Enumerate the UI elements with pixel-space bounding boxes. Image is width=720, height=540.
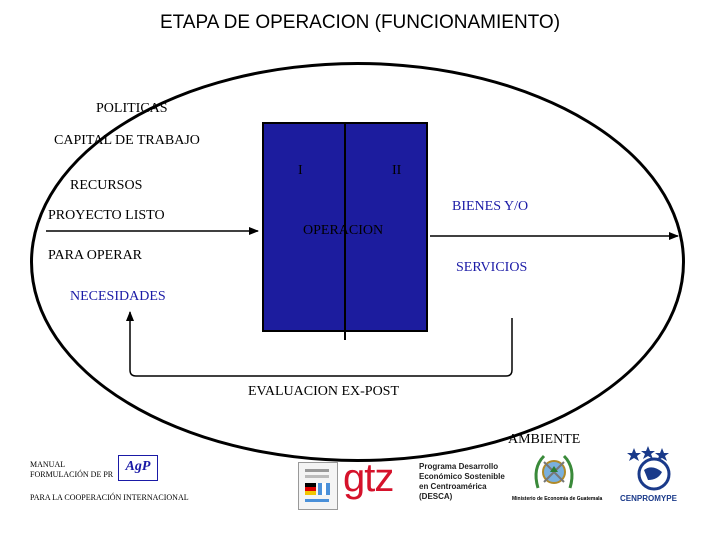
cenpromype-logo-icon	[618, 442, 690, 494]
agp-logo-text: AgP	[125, 459, 151, 474]
manual-line-2: FORMULACIÓN DE PR	[30, 470, 114, 479]
label-proyecto-listo: PROYECTO LISTO	[48, 208, 165, 223]
ministerio-caption: Ministerio de Economía de Guatemala	[512, 496, 603, 502]
label-ambiente: AMBIENTE	[508, 432, 581, 447]
guatemala-flag-icon	[318, 483, 330, 495]
label-stage-one: I	[298, 163, 303, 178]
label-stage-two: II	[392, 163, 402, 178]
label-servicios: SERVICIOS	[456, 260, 528, 275]
label-necesidades: NECESIDADES	[70, 289, 166, 304]
germany-flag-icon	[305, 483, 316, 495]
cenpromype-caption: CENPROMYPE	[620, 494, 677, 503]
label-politicas: POLITICAS	[96, 101, 168, 116]
desca-line-3: en Centroamérica	[419, 482, 487, 491]
label-cooperacion: PARA LA COOPERACIÓN INTERNACIONAL	[30, 493, 189, 502]
label-recursos: RECURSOS	[70, 178, 143, 193]
desca-line-4: (DESCA)	[419, 492, 453, 501]
page-title: ETAPA DE OPERACION (FUNCIONAMIENTO)	[159, 12, 561, 33]
manual-line-1: MANUAL	[30, 460, 66, 469]
guatemala-program-logo	[298, 462, 338, 510]
desca-logo-text	[419, 462, 505, 502]
desca-line-2: Económico Sostenible	[419, 472, 505, 481]
label-bienes: BIENES Y/O	[452, 199, 529, 214]
label-capital-de-trabajo: CAPITAL DE TRABAJO	[54, 133, 200, 148]
coat-of-arms-icon	[530, 448, 578, 494]
gtz-logo: gtz	[343, 456, 394, 500]
label-operacion: OPERACION	[303, 223, 384, 238]
agp-logo	[118, 455, 158, 481]
feedback-arrow	[130, 312, 512, 376]
desca-line-1: Programa Desarrollo	[419, 462, 499, 471]
label-para-operar: PARA OPERAR	[48, 248, 143, 263]
label-evaluacion-ex-post: EVALUACION EX-POST	[248, 384, 400, 399]
